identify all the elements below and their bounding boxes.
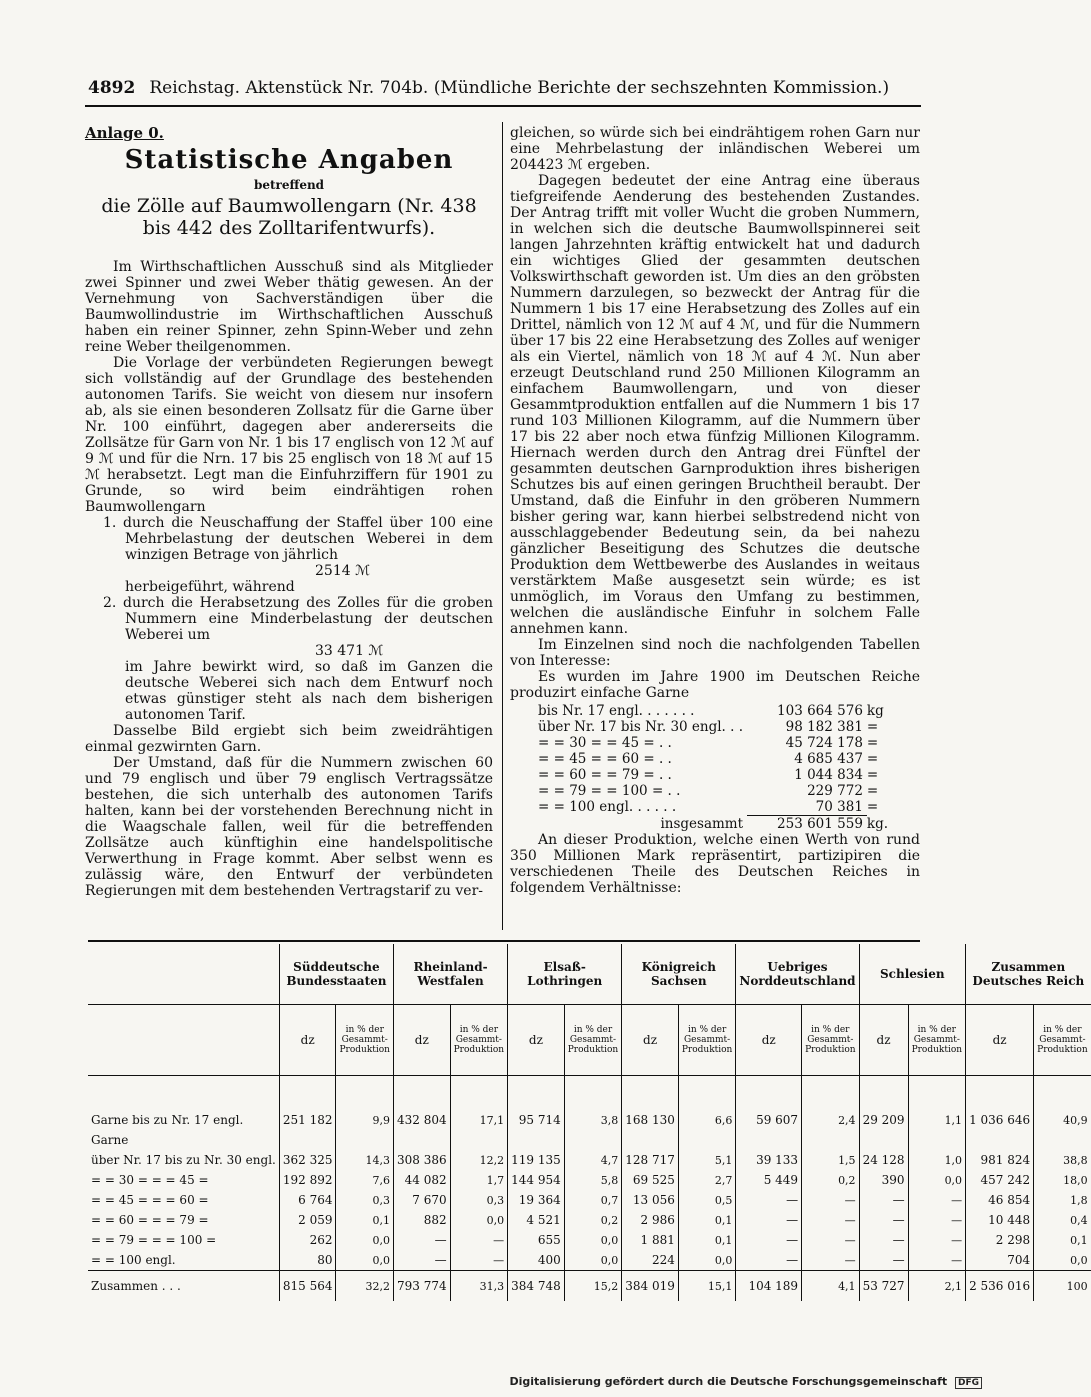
spacer-row [88, 1076, 1091, 1111]
dz-cell: — [736, 1250, 802, 1271]
percent-cell: 0,0 [564, 1230, 622, 1250]
percent-cell: 3,8 [564, 1110, 622, 1130]
row-label: = = 60 = = = 79 = [91, 1213, 209, 1227]
percent-cell: 1,7 [450, 1170, 508, 1190]
production-unit: = [866, 799, 879, 816]
region-table [88, 944, 1091, 1301]
running-title: Reichstag. Aktenstück Nr. 704b. (Mündliche Berichte der sechszehnten Kommission.) [149, 78, 890, 98]
dz-header: dz [622, 1005, 679, 1076]
percent-cell: 0,0 [1034, 1250, 1091, 1271]
percent-cell [564, 1130, 622, 1150]
dz-cell: 119 135 [508, 1150, 565, 1170]
dz-cell: 7 670 [393, 1190, 450, 1210]
percent-header: in % der Gesammt-Produktion [564, 1005, 622, 1076]
dz-cell: 59 607 [736, 1110, 802, 1130]
production-label: = = 60 = = 79 = . . [538, 767, 672, 783]
percent-cell: 15,2 [564, 1271, 622, 1302]
percent-cell: 31,3 [450, 1271, 508, 1302]
paragraph: Im Wirthschaftlichen Ausschuß sind als Mitglieder zwei Spinner und zwei Weber thätig gewesen. An der Vernehmung von Sachverständigen über die Baumwollindustrie im Wirthschaftlichen Ausschuß haben ein reiner Spinner, zehn Spinn-Weber und zehn reine Weber theilgenommen. [85, 259, 493, 355]
production-row [538, 751, 892, 767]
enum-after: herbeigeführt, während [125, 579, 295, 595]
dz-cell: 69 525 [622, 1170, 679, 1190]
production-unit: kg [866, 703, 884, 719]
production-unit: = [866, 735, 879, 751]
region-header: Uebriges Norddeutschland [736, 944, 859, 1005]
enum-item-2 [103, 595, 493, 723]
production-row [538, 735, 892, 751]
paragraph: Im Einzelnen sind noch die nachfolgenden Tabellen von Interesse: [510, 637, 920, 669]
dz-cell: 4 521 [508, 1210, 565, 1230]
percent-header: in % der Gesammt-Produktion [802, 1005, 860, 1076]
dz-cell: 46 854 [966, 1190, 1034, 1210]
dz-cell [279, 1130, 336, 1150]
percent-header: in % der Gesammt-Produktion [450, 1005, 508, 1076]
dz-cell: — [859, 1190, 908, 1210]
row-label: = = 45 = = = 60 = [91, 1193, 209, 1207]
table-row [88, 1210, 1091, 1230]
percent-cell: 4,7 [564, 1150, 622, 1170]
percent-header: in % der Gesammt-Produktion [1034, 1005, 1091, 1076]
dz-cell: 815 564 [279, 1271, 336, 1302]
percent-cell [1034, 1130, 1091, 1150]
dfg-logo-icon: DFG [955, 1377, 982, 1389]
dz-cell: 44 082 [393, 1170, 450, 1190]
percent-cell: — [908, 1190, 966, 1210]
dz-cell: 655 [508, 1230, 565, 1250]
right-column [510, 125, 920, 896]
production-total-unit: kg. [866, 815, 889, 832]
production-table [538, 703, 892, 832]
dz-cell: 80 [279, 1250, 336, 1271]
enum-label: 1. [103, 515, 117, 531]
percent-cell: 12,2 [450, 1150, 508, 1170]
percent-header: in % der Gesammt-Produktion [336, 1005, 394, 1076]
row-label: über Nr. 17 bis zu Nr. 30 engl. [91, 1153, 276, 1167]
percent-cell: 0,0 [908, 1170, 966, 1190]
percent-cell: — [908, 1210, 966, 1230]
table-row [88, 1250, 1091, 1271]
percent-cell: 1,0 [908, 1150, 966, 1170]
dz-cell: — [859, 1210, 908, 1230]
percent-cell [450, 1130, 508, 1150]
dz-cell: 2 986 [622, 1210, 679, 1230]
enum-after: im Jahre bewirkt wird, so daß im Ganzen die deutsche Weberei sich nach dem Entwurf noch etwas günstiger steht als nach dem bisherigen autonomen Tarif. [125, 659, 493, 723]
column-divider [502, 122, 503, 930]
dz-cell: 384 019 [622, 1271, 679, 1302]
production-unit: = [866, 783, 879, 799]
dz-cell: 5 449 [736, 1170, 802, 1190]
dz-cell: 13 056 [622, 1190, 679, 1210]
dz-cell: 24 128 [859, 1150, 908, 1170]
production-label: bis Nr. 17 engl. . . . . . . [538, 703, 695, 719]
production-row [538, 703, 892, 719]
percent-cell: 9,9 [336, 1110, 394, 1130]
dz-cell: 390 [859, 1170, 908, 1190]
enum-text: durch die Herabsetzung des Zolles für die groben Nummern eine Minderbelastung der deutschen Weberei um [123, 595, 493, 643]
production-amount: 4 685 437 [794, 751, 863, 767]
production-amount: 70 381 [815, 799, 863, 815]
percent-cell: 0,1 [336, 1210, 394, 1230]
percent-cell: 0,2 [802, 1170, 860, 1190]
paragraph: Dagegen bedeutet der eine Antrag eine überaus tiefgreifende Aenderung des bestehenden Zustandes. Der Antrag trifft mit voller Wucht die groben Nummern, in welchen sich die deutsche Baumwollspinnerei seit langen Jahrzehnten kräftig entwickelt hat und dadurch ein wichtiges Glied der gesammten deutschen Volkswirthschaft geworden ist. Um dies an den gröbsten Nummern darzulegen, so bezweckt der Antrag für die Nummern 1 bis 17 eine Herabsetzung des Zolles auf ein Drittel, nämlich von 12 ℳ auf 4 ℳ, und für die Nummern über 17 bis 22 eine Herabsetzung des Zolles auf weniger als ein Viertel, nämlich von 18 ℳ auf 4 ℳ. Nun aber erzeugt Deutschland rund 250 Millionen Kilogramm an einfachem Baumwollengarn, und von dieser Gesammtproduktion entfallen auf die Nummern 1 bis 17 rund 103 Millionen Kilogramm, auf die Nummern über 17 bis 22 aber noch etwa fünfzig Millionen Kilogramm. Hiernach werden durch den Antrag drei Fünftel der gesammten deutschen Garnproduktion ihres bisherigen Schutzes bis auf einen geringen Bruchtheil beraubt. Der Umstand, daß die Einfuhr in den gröberen Nummern bisher gering war, kann hierbei selbstredend nicht von ausschlaggebender Bedeutung sein, da bei nahezu gänzlicher Beseitigung des Schutzes die deutsche Produktion dem Wettbewerbe des Auslandes in weitaus verstärktem Maße ausgesetzt sein würde; es ist unmöglich, im Voraus den Umfang zu bestimmen, welchen die ausländische Einfuhr in solchem Falle annehmen kann. [510, 173, 920, 637]
dz-cell: 1 881 [622, 1230, 679, 1250]
production-label: = = 100 engl. . . . . . [538, 799, 677, 816]
page-number: 4892 [88, 78, 136, 98]
dz-cell [622, 1130, 679, 1150]
production-amount: 1 044 834 [794, 767, 863, 783]
dz-cell: — [393, 1250, 450, 1271]
dz-cell: 2 536 016 [966, 1271, 1034, 1302]
label-col-subheader [88, 1005, 279, 1076]
table-row [88, 1170, 1091, 1190]
production-unit: = [866, 719, 879, 735]
percent-cell: 32,2 [336, 1271, 394, 1302]
dz-cell: 384 748 [508, 1271, 565, 1302]
dz-cell: 168 130 [622, 1110, 679, 1130]
dz-cell: — [736, 1190, 802, 1210]
percent-cell: 0,0 [336, 1230, 394, 1250]
dz-cell [859, 1130, 908, 1150]
dz-cell: 400 [508, 1250, 565, 1271]
dz-cell: — [393, 1230, 450, 1250]
percent-cell: 14,3 [336, 1150, 394, 1170]
percent-cell: 0,1 [678, 1210, 736, 1230]
dz-cell [966, 1130, 1034, 1150]
percent-cell: 0,4 [1034, 1210, 1091, 1230]
dz-cell: 104 189 [736, 1271, 802, 1302]
percent-cell: 100 [1034, 1271, 1091, 1302]
percent-cell: 2,1 [908, 1271, 966, 1302]
percent-cell: 1,8 [1034, 1190, 1091, 1210]
percent-cell: 2,4 [802, 1110, 860, 1130]
percent-cell: 0,0 [678, 1250, 736, 1271]
production-label: über Nr. 17 bis Nr. 30 engl. . . [538, 719, 744, 735]
percent-cell: — [802, 1250, 860, 1271]
dz-cell: 2 059 [279, 1210, 336, 1230]
percent-cell: 17,1 [450, 1110, 508, 1130]
percent-cell: 5,1 [678, 1150, 736, 1170]
dz-cell: 308 386 [393, 1150, 450, 1170]
dz-cell: 2 298 [966, 1230, 1034, 1250]
dz-header: dz [859, 1005, 908, 1076]
subtitle: die Zölle auf Baumwollengarn (Nr. 438 bis 442 des Zolltarifentwurfs). [101, 195, 477, 239]
dz-cell: 793 774 [393, 1271, 450, 1302]
enum-item-1 [103, 515, 493, 595]
label-col-header [88, 944, 279, 1005]
percent-cell: 5,8 [564, 1170, 622, 1190]
dz-cell: 981 824 [966, 1150, 1034, 1170]
production-amount: 45 724 178 [785, 735, 863, 751]
table-row [88, 1110, 1091, 1130]
dz-header: dz [279, 1005, 336, 1076]
percent-cell: — [908, 1230, 966, 1250]
percent-cell: 0,7 [564, 1190, 622, 1210]
percent-cell: 0,5 [678, 1190, 736, 1210]
dz-cell: 362 325 [279, 1150, 336, 1170]
dz-cell: 1 036 646 [966, 1110, 1034, 1130]
percent-cell: 1,5 [802, 1150, 860, 1170]
dz-cell: 39 133 [736, 1150, 802, 1170]
table-row [88, 1230, 1091, 1250]
percent-cell: 0,3 [336, 1190, 394, 1210]
percent-cell: 6,6 [678, 1110, 736, 1130]
dz-cell: 144 954 [508, 1170, 565, 1190]
production-row [538, 783, 892, 799]
dz-header: dz [736, 1005, 802, 1076]
dz-cell: 29 209 [859, 1110, 908, 1130]
region-header: Schlesien [859, 944, 966, 1005]
dz-cell: 6 764 [279, 1190, 336, 1210]
percent-header: in % der Gesammt-Produktion [908, 1005, 966, 1076]
percent-header: in % der Gesammt-Produktion [678, 1005, 736, 1076]
enum-text: durch die Neuschaffung der Staffel über 100 eine Mehrbelastung der deutschen Weberei in dem winzigen Betrage von jährlich [123, 515, 493, 563]
production-label: = = 45 = = 60 = . . [538, 751, 672, 767]
percent-cell: 0,0 [336, 1250, 394, 1271]
dz-cell: 882 [393, 1210, 450, 1230]
production-total-label: insgesammt [660, 815, 744, 832]
percent-cell [802, 1130, 860, 1150]
production-total-amount: 253 601 559 [747, 816, 867, 833]
region-header: Zusammen Deutsches Reich [966, 944, 1091, 1005]
dz-cell: 432 804 [393, 1110, 450, 1130]
dz-cell: 704 [966, 1250, 1034, 1271]
paragraph: gleichen, so würde sich bei eindrähtigem rohen Garn nur eine Mehrbelastung der inländischen Weberei um 204423 ℳ ergeben. [510, 125, 920, 173]
percent-cell: 15,1 [678, 1271, 736, 1302]
dz-cell: 95 714 [508, 1110, 565, 1130]
row-label: Zusammen . . . [88, 1271, 279, 1302]
region-header: Elsaß-Lothringen [508, 944, 622, 1005]
dz-header: dz [966, 1005, 1034, 1076]
footer-text: Digitalisierung gefördert durch die Deutsche Forschungsgemeinschaft [509, 1375, 948, 1388]
paragraph: Der Umstand, daß für die Nummern zwischen 60 und 79 englisch und über 79 englisch Vertragssätze bestehen, die sich unterhalb des autonomen Tarifs halten, kann bei der vorstehenden Berechnung nicht in die Waagschale fallen, weil für die betreffenden Zollsätze auch künftighin eine handelspolitische Verwerthung in Frage kommt. Aber selbst wenn es zulässig wäre, den Entwurf der verbündeten Regierungen mit dem bestehenden Vertragstarif zu ver- [85, 755, 493, 899]
dz-cell [393, 1130, 450, 1150]
dz-cell: — [736, 1210, 802, 1230]
row-label: = = 30 = = = 45 = [91, 1173, 209, 1187]
percent-cell: — [450, 1230, 508, 1250]
percent-cell: 0,2 [564, 1210, 622, 1230]
production-amount: 98 182 381 [785, 719, 863, 735]
percent-cell: 0,1 [678, 1230, 736, 1250]
total-row [88, 1271, 1091, 1302]
dz-cell: 53 727 [859, 1271, 908, 1302]
amount: 2514 ℳ [315, 563, 371, 579]
percent-cell: — [908, 1250, 966, 1271]
production-row [538, 719, 892, 735]
dz-cell: 262 [279, 1230, 336, 1250]
dz-cell [508, 1130, 565, 1150]
percent-cell: — [802, 1210, 860, 1230]
region-header: Königreich Sachsen [622, 944, 736, 1005]
dz-cell: 457 242 [966, 1170, 1034, 1190]
row-label: = = 79 = = = 100 = [91, 1233, 217, 1247]
production-amount: 103 664 576 [777, 703, 863, 719]
dz-cell [736, 1130, 802, 1150]
percent-cell: 2,7 [678, 1170, 736, 1190]
paragraph: Es wurden im Jahre 1900 im Deutschen Reiche produzirt einfache Garne [510, 669, 920, 701]
production-amount: 229 772 [807, 783, 863, 799]
dz-cell: 128 717 [622, 1150, 679, 1170]
production-row [538, 767, 892, 783]
row-label: Garne [91, 1133, 129, 1147]
enum-label: 2. [103, 595, 117, 611]
annex-label: Anlage 0. [85, 124, 164, 142]
row-label: Garne bis zu Nr. 17 engl. [91, 1113, 244, 1127]
production-unit: = [866, 751, 879, 767]
main-title: Statistische Angaben [124, 145, 454, 175]
page-header [88, 78, 923, 98]
footer [509, 1375, 982, 1389]
percent-cell: 0,0 [564, 1250, 622, 1271]
dz-cell: — [736, 1230, 802, 1250]
table-top-rule [88, 940, 920, 942]
dz-cell: — [859, 1230, 908, 1250]
dz-cell: 251 182 [279, 1110, 336, 1130]
dz-header: dz [508, 1005, 565, 1076]
left-column [85, 125, 493, 899]
dz-cell: 224 [622, 1250, 679, 1271]
amount: 33 471 ℳ [315, 643, 384, 659]
betreffend-label: betreffend [253, 178, 325, 192]
dz-cell: 10 448 [966, 1210, 1034, 1230]
percent-cell: 18,0 [1034, 1170, 1091, 1190]
percent-cell: 1,1 [908, 1110, 966, 1130]
paragraph: Die Vorlage der verbündeten Regierungen bewegt sich vollständig auf der Grundlage des bestehenden autonomen Tarifs. Sie weicht von diesem nur insofern ab, als sie einen besonderen Zollsatz für die Garne über Nr. 100 einführt, dagegen aber andererseits die Zollsätze für Garn von Nr. 1 bis 17 englisch von 12 ℳ auf 9 ℳ und für die Nrn. 17 bis 25 englisch von 18 ℳ auf 15 ℳ herabsetzt. Legt man die Einfuhrziffern für 1901 zu Grunde, so wird beim eindrähtigen rohen Baumwollengarn [85, 355, 493, 515]
percent-cell: — [802, 1190, 860, 1210]
production-row [538, 799, 892, 816]
dz-cell: 192 892 [279, 1170, 336, 1190]
production-unit: = [866, 767, 879, 783]
table-row [88, 1130, 1091, 1150]
dz-cell: 19 364 [508, 1190, 565, 1210]
percent-cell: — [450, 1250, 508, 1271]
percent-cell [678, 1130, 736, 1150]
dz-header: dz [393, 1005, 450, 1076]
percent-cell: 7,6 [336, 1170, 394, 1190]
production-total-row [538, 816, 892, 833]
percent-cell: 38,8 [1034, 1150, 1091, 1170]
percent-cell: 0,1 [1034, 1230, 1091, 1250]
dz-cell: — [859, 1250, 908, 1271]
region-header: Süddeutsche Bundesstaaten [279, 944, 393, 1005]
percent-cell: — [802, 1230, 860, 1250]
paragraph: An dieser Produktion, welche einen Werth von rund 350 Millionen Mark repräsentirt, partizipiren die verschiedenen Theile des Deutschen Reiches in folgendem Verhältnisse: [510, 832, 920, 896]
region-header: Rheinland-Westfalen [393, 944, 507, 1005]
percent-cell [908, 1130, 966, 1150]
percent-cell [336, 1130, 394, 1150]
percent-cell: 40,9 [1034, 1110, 1091, 1130]
production-label: = = 79 = = 100 = . . [538, 783, 681, 799]
table-row [88, 1150, 1091, 1170]
percent-cell: 0,0 [450, 1210, 508, 1230]
percent-cell: 4,1 [802, 1271, 860, 1302]
production-label: = = 30 = = 45 = . . [538, 735, 672, 751]
paragraph: Dasselbe Bild ergiebt sich beim zweidrähtigen einmal gezwirnten Garn. [85, 723, 493, 755]
table-row [88, 1190, 1091, 1210]
header-rule [85, 105, 921, 107]
percent-cell: 0,3 [450, 1190, 508, 1210]
row-label: = = 100 engl. [91, 1253, 176, 1267]
